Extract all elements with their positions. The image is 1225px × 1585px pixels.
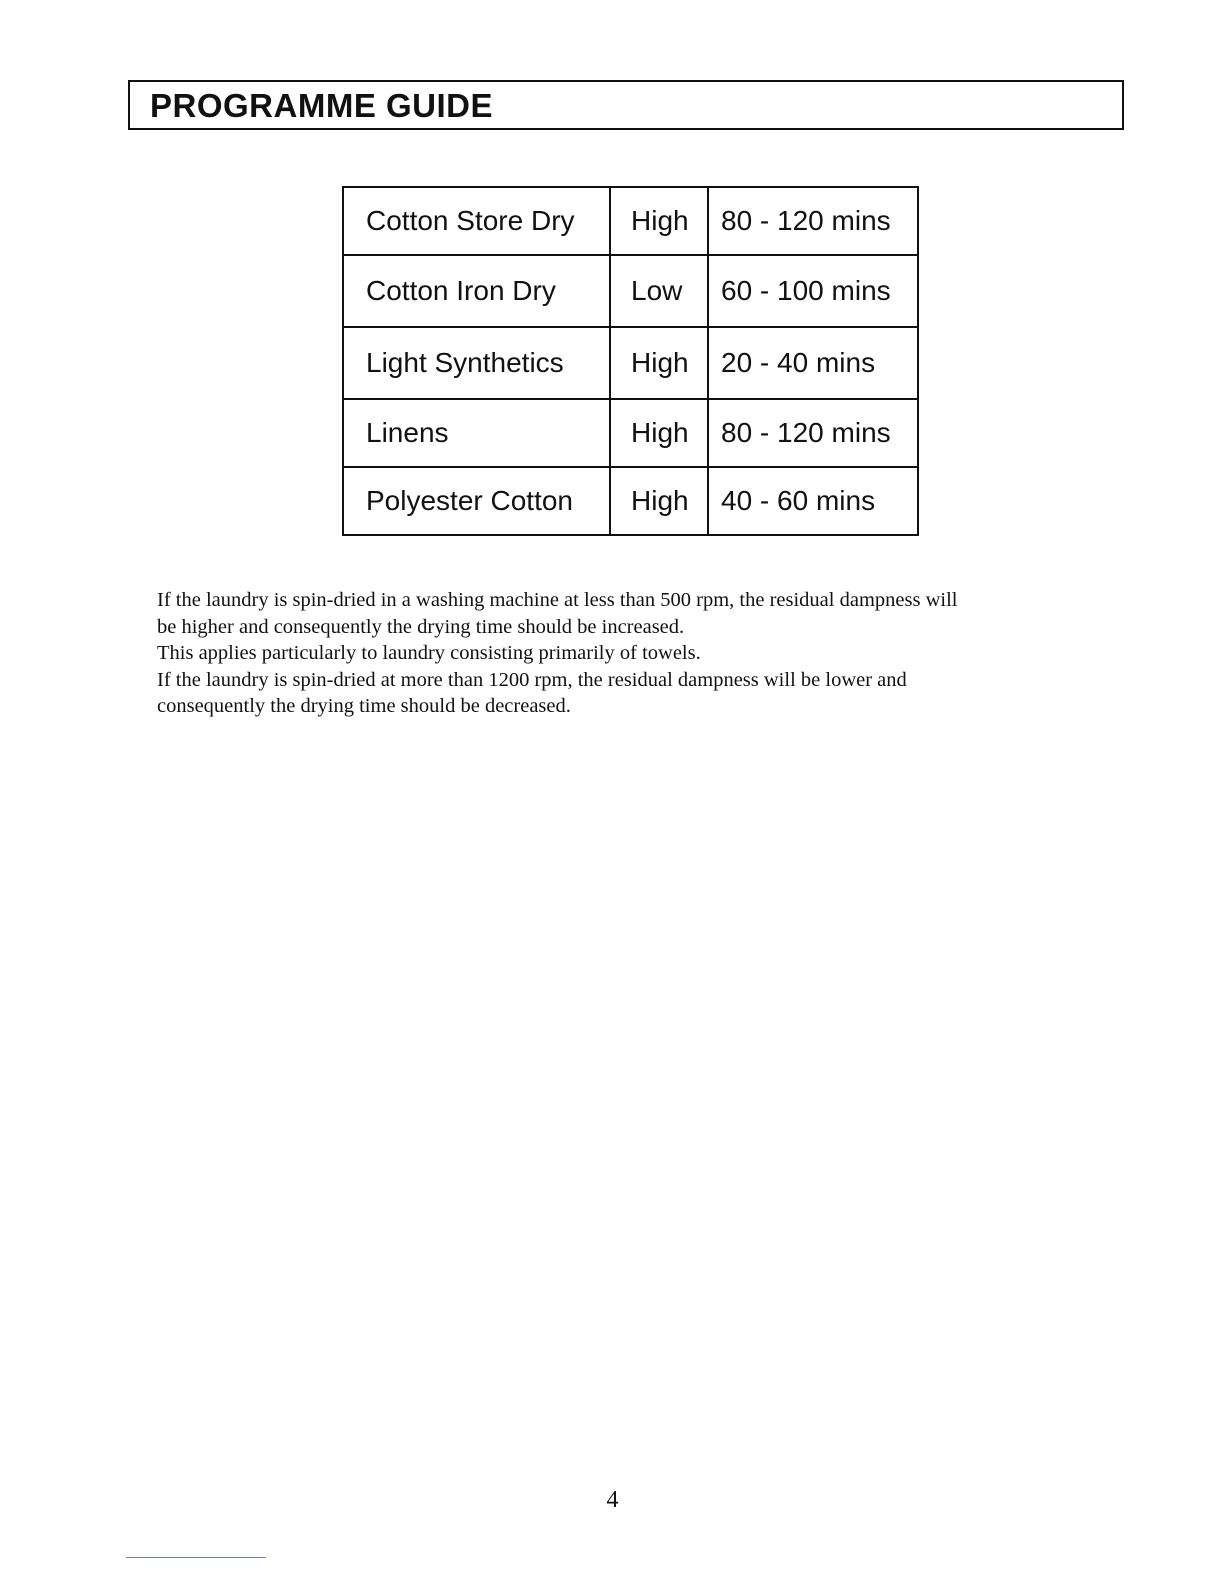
note-line: be higher and consequently the drying time should be increased.	[157, 615, 685, 638]
note-line: This applies particularly to laundry consisting primarily of towels.	[157, 642, 701, 664]
table-row	[343, 327, 918, 399]
time-cell: 80 - 120 mins	[708, 187, 918, 255]
note-line: consequently the drying time should be decreased.	[157, 695, 571, 717]
footer-divider	[126, 1557, 266, 1558]
programme-table	[342, 186, 919, 536]
programme-cell: Linens	[343, 399, 610, 467]
time-cell: 80 - 120 mins	[708, 399, 918, 467]
table-row	[343, 255, 918, 327]
page-title: PROGRAMME GUIDE	[150, 87, 494, 124]
table-row	[343, 399, 918, 467]
heat-cell: High	[610, 467, 708, 535]
heat-cell: High	[610, 399, 708, 467]
table-row	[343, 187, 918, 255]
time-cell: 40 - 60 mins	[708, 467, 918, 535]
time-cell: 20 - 40 mins	[708, 327, 918, 399]
page-number: 4	[606, 1487, 619, 1513]
drying-notes	[157, 587, 1117, 720]
note-line: If the laundry is spin-dried at more than 1200 rpm, the residual dampness will be lower and	[157, 668, 907, 691]
heat-cell: Low	[610, 255, 708, 327]
table-row	[343, 467, 918, 535]
programme-cell: Cotton Iron Dry	[343, 255, 610, 327]
programme-cell: Cotton Store Dry	[343, 187, 610, 255]
programme-cell: Polyester Cotton	[343, 467, 610, 535]
note-line: If the laundry is spin-dried in a washing machine at less than 500 rpm, the residual dampness will	[157, 589, 958, 611]
heat-cell: High	[610, 327, 708, 399]
time-cell: 60 - 100 mins	[708, 255, 918, 327]
programme-cell: Light Synthetics	[343, 327, 610, 399]
heat-cell: High	[610, 187, 708, 255]
section-header	[128, 80, 1124, 130]
